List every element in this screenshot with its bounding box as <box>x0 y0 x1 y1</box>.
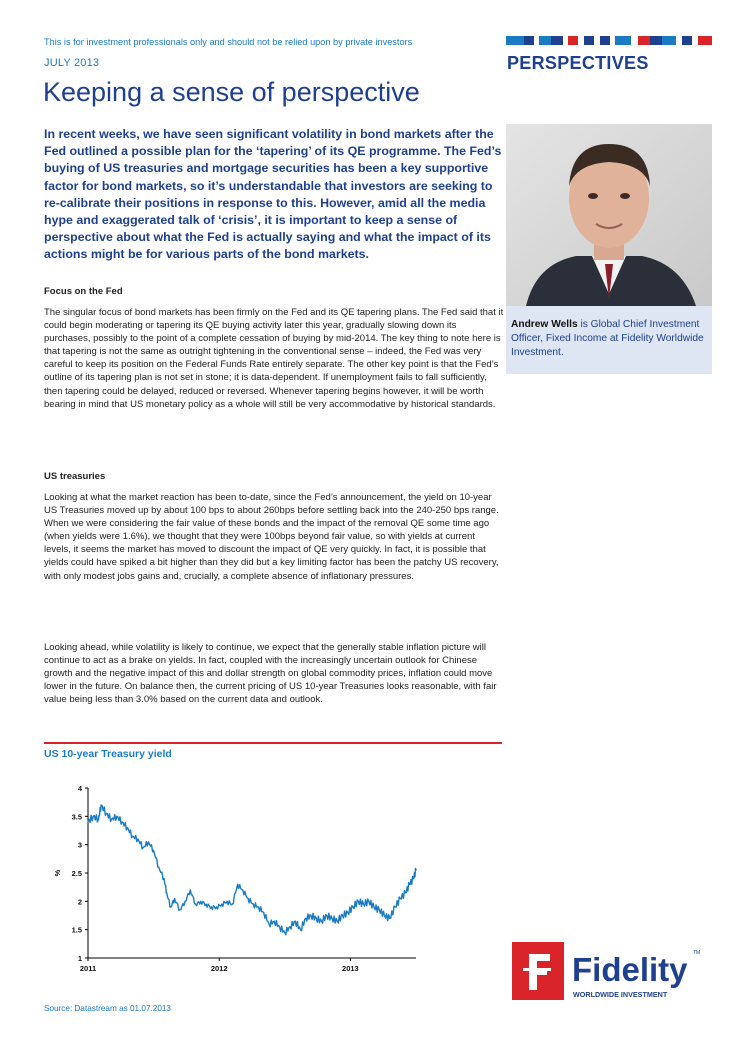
data-point-26 <box>216 906 217 907</box>
data-point-33 <box>253 904 254 905</box>
data-point-5 <box>111 819 112 820</box>
chart-divider <box>44 742 502 744</box>
data-point-41 <box>295 921 296 922</box>
data-point-32 <box>247 898 248 899</box>
data-point-9 <box>132 836 133 837</box>
data-point-18 <box>174 898 175 899</box>
page-title: Keeping a sense of perspective <box>43 77 420 107</box>
y-tick-label-6: 4 <box>77 784 82 793</box>
series-name: PERSPECTIVES <box>507 53 649 73</box>
data-point-54 <box>363 904 364 905</box>
fidelity-logo <box>512 942 708 1000</box>
logo-tm: TM <box>693 950 701 956</box>
x-tick-label-0: 2011 <box>79 964 97 973</box>
disclaimer: This is for investment professionals only and should not be relied upon by private investors <box>44 37 413 47</box>
data-point-30 <box>237 884 238 885</box>
data-point-8 <box>127 827 128 828</box>
data-point-4 <box>106 813 107 814</box>
data-point-20 <box>184 901 185 902</box>
data-point-0 <box>87 821 88 822</box>
section-heading-fed: Focus on the Fed <box>44 286 123 297</box>
data-point-37 <box>274 921 275 922</box>
y-axis-label: % <box>53 869 62 877</box>
data-point-3 <box>101 804 102 805</box>
data-point-13 <box>153 850 154 851</box>
logo-tagline: WORLDWIDE INVESTMENT <box>573 990 668 999</box>
data-point-38 <box>279 926 280 927</box>
x-tick-label-2: 2013 <box>342 964 359 973</box>
data-point-17 <box>170 906 171 907</box>
data-point-7 <box>122 821 123 822</box>
data-point-34 <box>258 906 259 907</box>
y-tick-label-2: 2 <box>77 897 82 907</box>
x-tick-label-1: 2012 <box>210 964 228 973</box>
data-point-55 <box>368 901 369 902</box>
author-caption <box>506 306 712 374</box>
data-point-59 <box>389 918 390 919</box>
author-role: is Global Chief Investment Officer, Fixed Income at Fidelity Worldwide Investment. <box>511 319 704 358</box>
data-point-11 <box>143 847 144 848</box>
data-point-10 <box>137 838 138 839</box>
data-point-51 <box>347 912 348 913</box>
data-point-16 <box>166 892 167 893</box>
section-paragraph-fed: The singular focus of bond markets has been firmly on the Fed and its QE tapering plans. The Fed said that it could begin moderating or tapering its QE buying activity later this year, gradually slowing down its purchases, possibly to the point of a complete cessation of buying by mid-2014. The key thing to note here is that tapering is not the same as outright tightening in the conventional sense – indeed, the Fed was very careful to keep its position on the Federal Funds Rate entirely separate. The other key point is that the Fed’s outline of its tapering plan is not set in stone; it is data-dependent. If unemployment fails to fall sufficiently, then tapering could be delayed, reduced or reversed. Whenever tapering begins however, it will be worth bearing in mind that US monetary policy as a whole will still be very accommodative by historical standards. <box>44 307 504 410</box>
data-point-12 <box>148 841 149 842</box>
data-point-6 <box>116 816 117 817</box>
data-point-25 <box>211 906 212 907</box>
data-point-39 <box>284 932 285 933</box>
data-point-43 <box>305 918 306 919</box>
section-paragraph-treasuries-2: Looking ahead, while volatility is likely to continue, we expect that the generally stable inflation picture will continue to act as a brake on yields. In fact, coupled with the increasingly uncertain outlook for Chinese growth and the negative impact of this and dollar strength on global commodity prices, inflation could move lower in the future. On balance then, the current pricing of US 10-year Treasuries looks reasonable, with fair value being less than 3.0% based on the current data and outlook. <box>44 642 497 706</box>
data-point-22 <box>195 904 196 905</box>
author-photo <box>506 124 712 306</box>
lead-paragraph: In recent weeks, we have seen significant volatility in bond markets after the Fed outlined a possible plan for the ‘tapering’ of its QE programme. The Fed’s buying of US treasuries and mortgage securities has been a key supportive factor for bond markets, so it’s understandable that investors are seeking to re-calibrate their positions in response to this. However, amid all the media hype and exaggerated talk of ‘crisis’, it is important to keep a sense of perspective about what the Fed is actually saying and what the impact of its actions might be for various parts of the bond markets. <box>44 127 502 262</box>
source-note: Source: Datastream as 01.07.2013 <box>44 1004 171 1013</box>
yield-chart <box>44 772 444 982</box>
y-tick-label-1: 1.5 <box>71 925 82 935</box>
data-point-53 <box>358 901 359 902</box>
data-point-24 <box>205 904 206 905</box>
data-point-49 <box>337 921 338 922</box>
data-point-44 <box>310 915 311 916</box>
data-point-36 <box>268 923 269 924</box>
issue-date: JULY 2013 <box>44 57 100 69</box>
data-point-63 <box>409 884 410 885</box>
data-point-28 <box>226 901 227 902</box>
yield-series-line <box>88 805 416 935</box>
data-point-58 <box>384 915 385 916</box>
data-point-61 <box>400 898 401 899</box>
data-point-47 <box>326 915 327 916</box>
perspectives-bars <box>506 36 712 45</box>
data-point-1 <box>93 816 94 817</box>
data-point-64 <box>413 878 414 879</box>
data-point-15 <box>163 878 164 879</box>
y-tick-label-4: 3 <box>77 840 82 850</box>
section-heading-treasuries: US treasuries <box>44 471 106 482</box>
data-point-50 <box>342 915 343 916</box>
data-point-48 <box>331 918 332 919</box>
chart-title: US 10-year Treasury yield <box>44 748 172 760</box>
data-point-29 <box>232 904 233 905</box>
data-point-40 <box>289 926 290 927</box>
data-point-14 <box>158 867 159 868</box>
section-paragraph-treasuries-1: Looking at what the market reaction has been to-date, since the Fed’s announcement, the yield on 10-year US Treasuries moved up by about 100 bps to about 260bps before settling back into the 240-250 bps range. When we were considering the fair value of these bonds and the impact of the removal QE some time ago (when yields were 1.6%), we thought that they were 100bps beyond fair value, so with yields at current levels, it seems the market has moved to discount the impact of QE very quickly. In fact, it is possible that yields could have spiked a bit higher than they did but a key limiting factor has been the patchy US recovery, with only modest jobs gains and, crucially, a complete absence of inflationary pressures. <box>44 492 499 582</box>
data-point-45 <box>316 918 317 919</box>
data-point-60 <box>394 906 395 907</box>
data-point-62 <box>405 892 406 893</box>
data-point-42 <box>300 929 301 930</box>
y-tick-label-3: 2.5 <box>71 869 82 878</box>
data-point-46 <box>321 921 322 922</box>
data-point-19 <box>179 909 180 910</box>
data-point-27 <box>221 904 222 905</box>
data-point-2 <box>98 819 99 820</box>
author-name: Andrew Wells <box>511 319 578 330</box>
data-point-35 <box>263 912 264 913</box>
data-point-57 <box>379 909 380 910</box>
data-point-23 <box>200 901 201 902</box>
data-point-52 <box>352 906 353 907</box>
data-point-65 <box>415 870 416 871</box>
data-point-31 <box>242 889 243 890</box>
y-tick-label-0: 1 <box>77 954 82 963</box>
logo-wordmark: Fidelity <box>572 951 688 988</box>
data-point-21 <box>190 889 191 890</box>
y-tick-label-5: 3.5 <box>71 812 82 822</box>
data-point-56 <box>373 906 374 907</box>
